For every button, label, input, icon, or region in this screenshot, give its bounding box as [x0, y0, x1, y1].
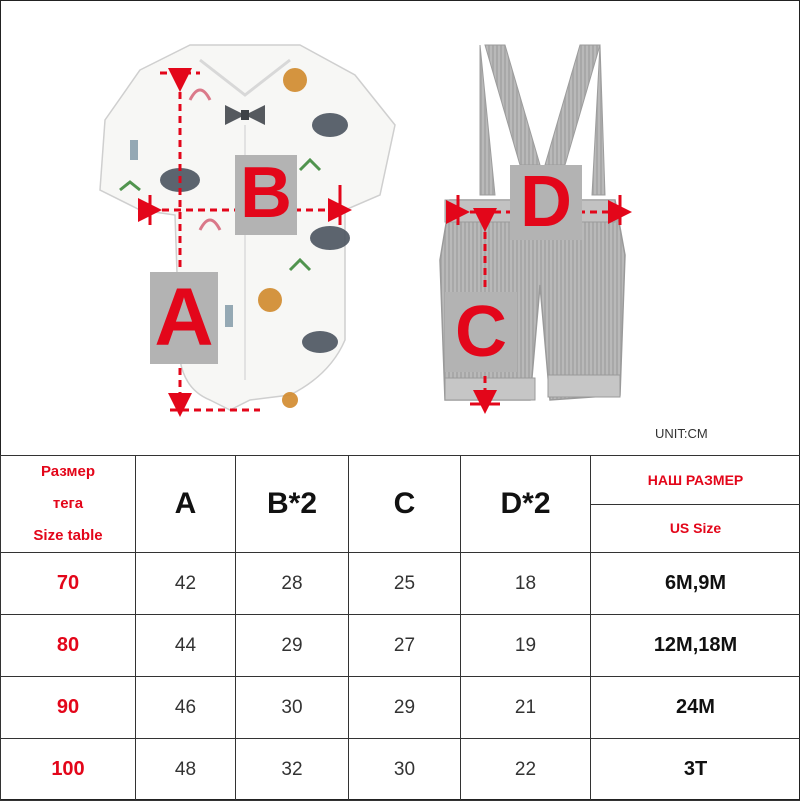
table-header-row [1, 456, 800, 553]
value-a-cell: 42 [136, 553, 236, 615]
column-header-d: D*2 [461, 456, 591, 553]
column-header-b: B*2 [236, 456, 349, 553]
value-b-cell: 28 [236, 553, 349, 615]
tag-size-cell: 70 [1, 553, 136, 615]
value-d-cell: 19 [461, 615, 591, 677]
table-row [1, 739, 800, 801]
us-size-cell: 12M,18M [591, 615, 800, 677]
unit-label: UNIT:CM [655, 426, 708, 441]
tag-size-cell: 90 [1, 677, 136, 739]
value-a-cell: 44 [136, 615, 236, 677]
us-size-cell: 6M,9M [591, 553, 800, 615]
tag-size-cell: 80 [1, 615, 136, 677]
table-row [1, 615, 800, 677]
column-header-c: C [349, 456, 461, 553]
table-row [1, 677, 800, 739]
size-table [0, 455, 800, 801]
value-d-cell: 21 [461, 677, 591, 739]
tag-size-header: Размер тега Size table [1, 456, 136, 553]
column-header-a: A [136, 456, 236, 553]
value-a-cell: 48 [136, 739, 236, 801]
label-a: A [150, 272, 218, 364]
value-a-cell: 46 [136, 677, 236, 739]
value-b-cell: 30 [236, 677, 349, 739]
value-c-cell: 29 [349, 677, 461, 739]
value-b-cell: 32 [236, 739, 349, 801]
label-c: C [445, 292, 517, 372]
value-d-cell: 18 [461, 553, 591, 615]
label-d: D [510, 162, 582, 242]
label-b: B [235, 152, 297, 234]
our-size-label: НАШ РАЗМЕР [591, 457, 800, 505]
value-d-cell: 22 [461, 739, 591, 801]
us-size-label: US Size [591, 505, 800, 552]
value-c-cell: 25 [349, 553, 461, 615]
value-c-cell: 27 [349, 615, 461, 677]
value-c-cell: 30 [349, 739, 461, 801]
us-size-header [591, 456, 800, 553]
value-b-cell: 29 [236, 615, 349, 677]
us-size-cell: 24M [591, 677, 800, 739]
table-row [1, 553, 800, 615]
tag-size-cell: 100 [1, 739, 136, 801]
us-size-cell: 3T [591, 739, 800, 801]
